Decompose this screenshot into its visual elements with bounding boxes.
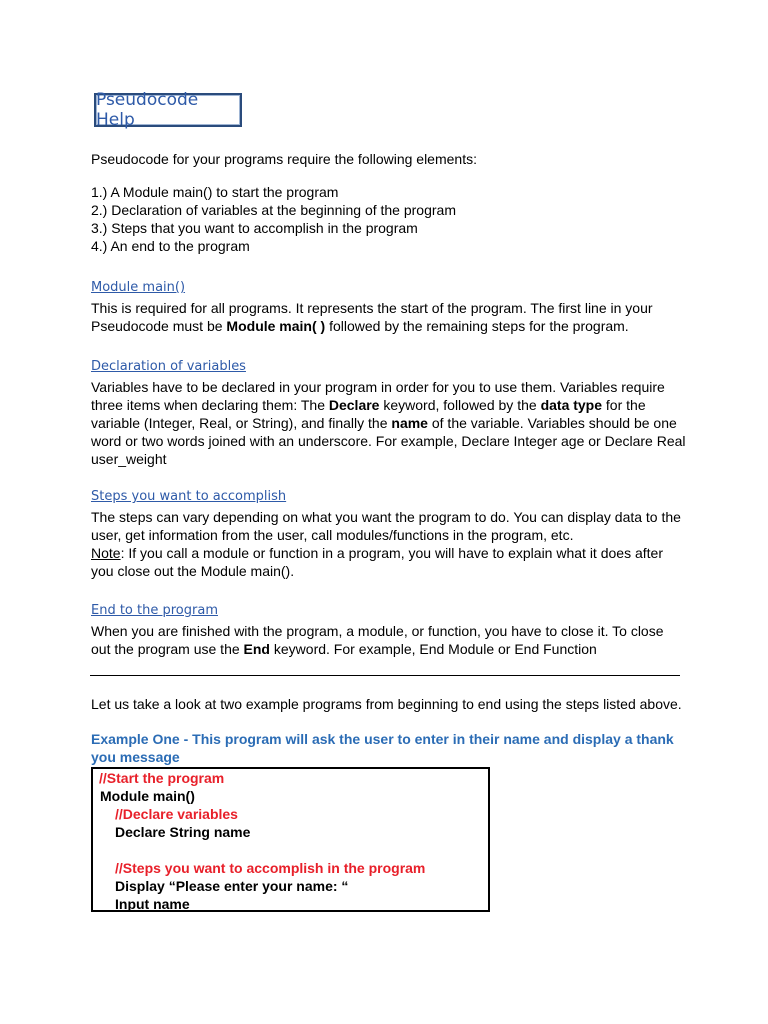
module-text: This is required for all programs. It represents the start of the program. The first line in your bbox=[91, 300, 653, 316]
divider bbox=[90, 675, 680, 676]
steps-text: The steps can vary depending on what you want the program to do. You can display data to the bbox=[91, 509, 681, 525]
steps-text: you close out the Module main(). bbox=[91, 563, 295, 579]
example-heading-line: Example One - This program will ask the user to enter in their name and display a thank bbox=[91, 731, 674, 747]
page-title: Pseudocode Help bbox=[96, 90, 199, 130]
code-comment: //Start the program bbox=[99, 770, 225, 786]
declaration-text: user_weight bbox=[91, 451, 167, 467]
element-item: 1.) A Module main() to start the program bbox=[91, 184, 339, 200]
end-heading: End to the program bbox=[91, 603, 218, 618]
module-heading: Module main() bbox=[91, 280, 186, 295]
intro-text: Pseudocode for your programs require the following elements: bbox=[91, 151, 477, 167]
end-text: When you are finished with the program, a module, or function, you have to close it. To close bbox=[91, 623, 664, 639]
declaration-heading: Declaration of variables bbox=[91, 359, 246, 374]
code-comment: //Steps you want to accomplish in the program bbox=[115, 860, 426, 876]
example-heading-line: you message bbox=[91, 749, 180, 765]
code-box bbox=[91, 767, 490, 912]
code-line: Declare String name bbox=[115, 824, 251, 840]
declaration-text: word or two words joined with an underscore. For example, Declare Integer age or Declare Real bbox=[91, 433, 686, 449]
lead-text: Let us take a look at two example programs from beginning to end using the steps listed above. bbox=[91, 696, 682, 712]
declaration-text: Variables have to be declared in your program in order for you to use them. Variables require bbox=[91, 379, 665, 395]
element-item: 4.) An end to the program bbox=[91, 238, 250, 254]
code-comment: //Declare variables bbox=[115, 806, 238, 822]
element-item: 2.) Declaration of variables at the beginning of the program bbox=[91, 202, 456, 218]
example-heading bbox=[91, 730, 681, 766]
element-item: 3.) Steps that you want to accomplish in the program bbox=[91, 220, 418, 236]
code-line: Input name bbox=[115, 896, 190, 912]
title-box bbox=[94, 90, 242, 130]
end-text: out the program use the End keyword. For example, End Module or End Function bbox=[91, 641, 597, 657]
module-text: Pseudocode must be Module main( ) followed by the remaining steps for the program. bbox=[91, 318, 629, 334]
declaration-text: variable (Integer, Real, or String), and finally the name of the variable. Variables should be one bbox=[91, 415, 677, 431]
code-line: Module main() bbox=[100, 788, 195, 804]
steps-heading: Steps you want to accomplish bbox=[91, 489, 287, 504]
steps-text: user, get information from the user, call modules/functions in the program, etc. bbox=[91, 527, 574, 543]
code-line: Display “Please enter your name: “ bbox=[115, 878, 349, 894]
steps-note: Note: If you call a module or function in a program, you will have to explain what it does after bbox=[91, 545, 663, 561]
declaration-text: three items when declaring them: The Declare keyword, followed by the data type for the bbox=[91, 397, 646, 413]
